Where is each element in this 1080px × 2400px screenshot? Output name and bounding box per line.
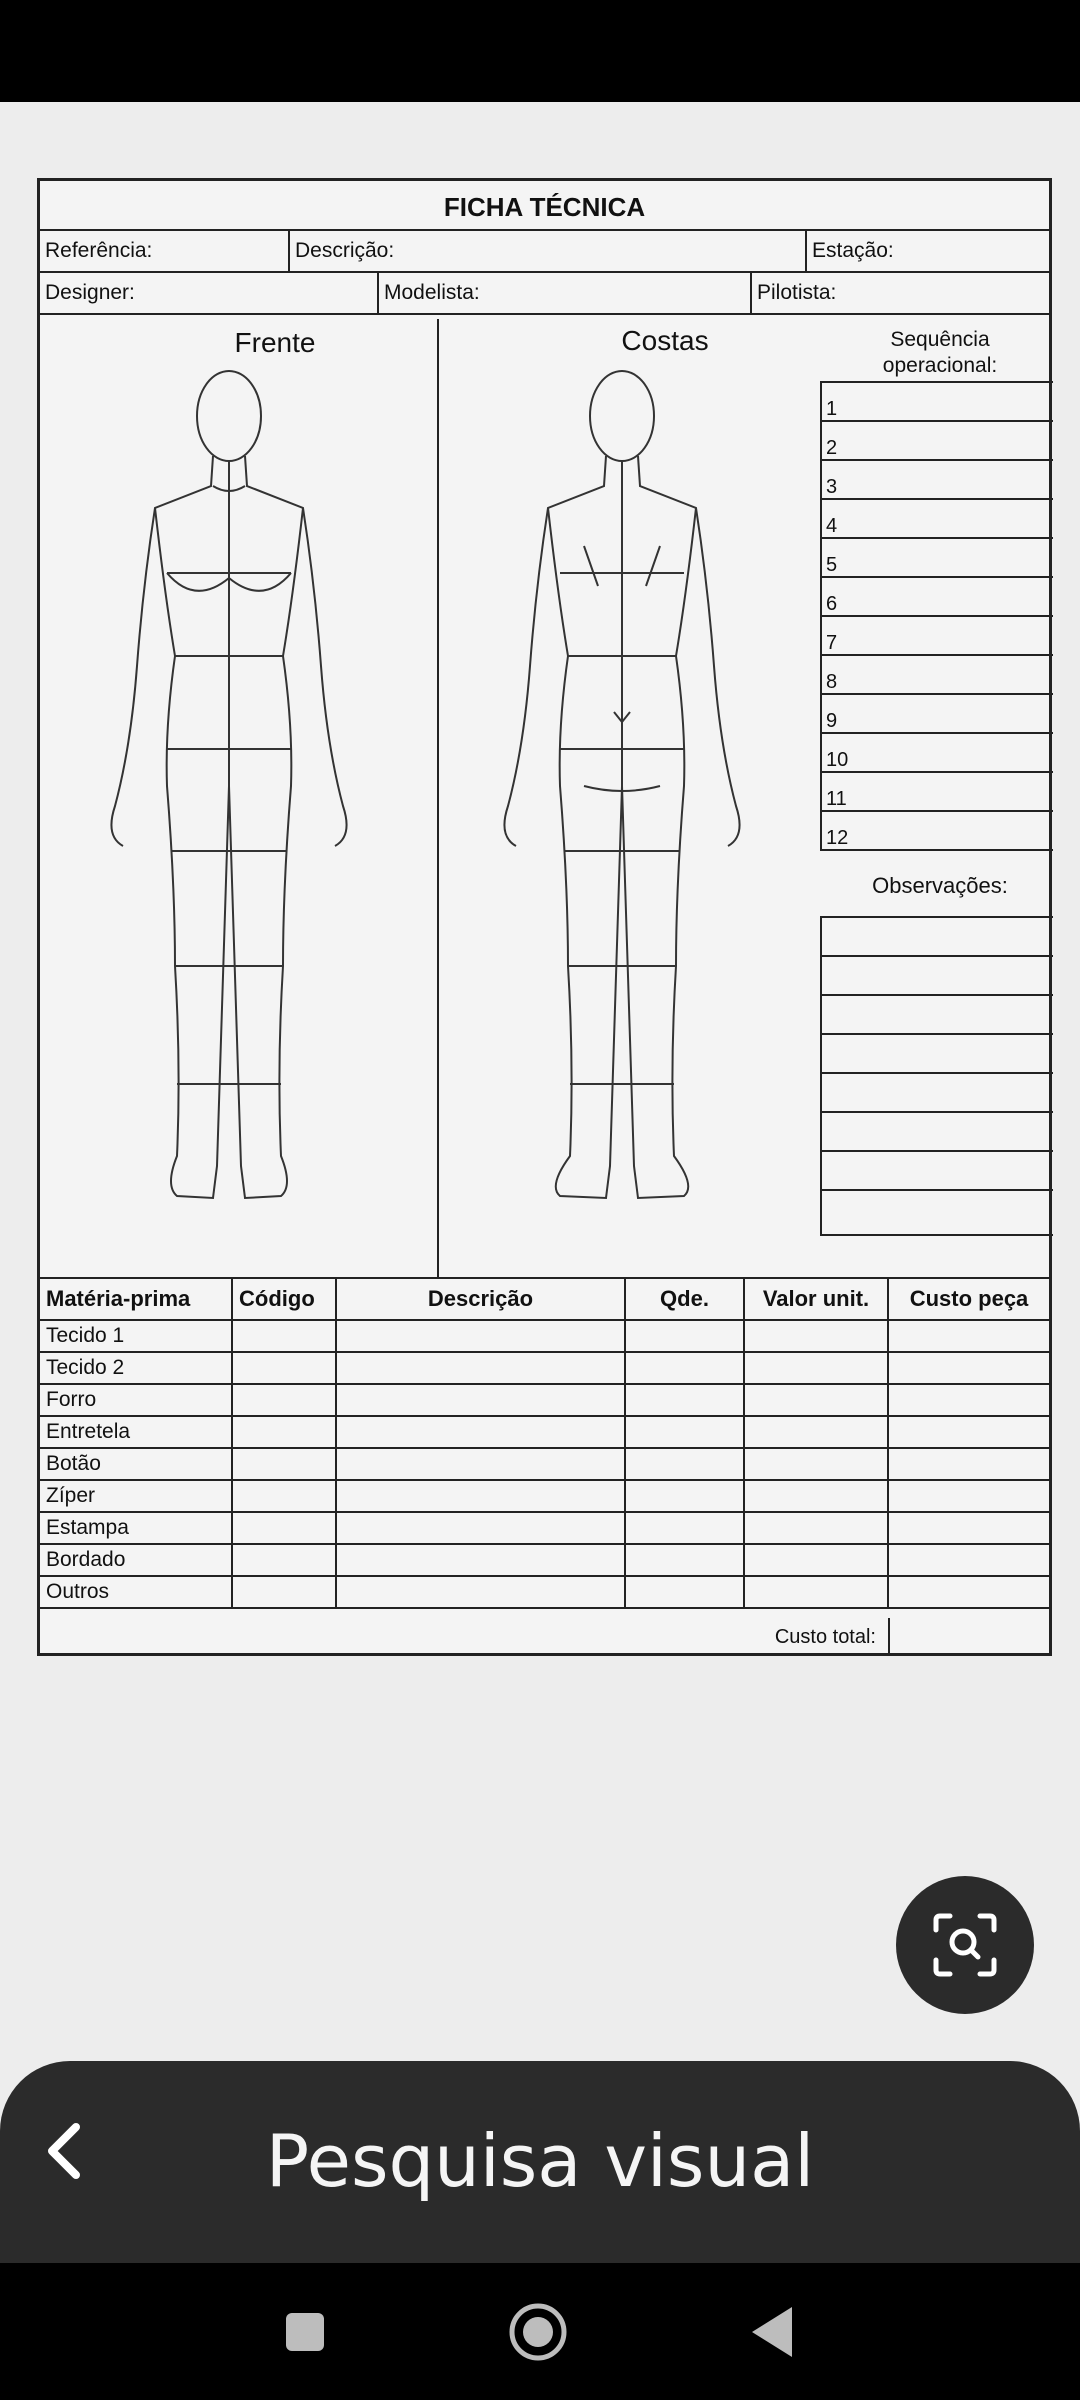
row-label: Tecido 2	[40, 1352, 232, 1384]
sequence-row: 3	[822, 461, 1053, 500]
sequence-row: 7	[822, 617, 1053, 656]
home-circle-icon	[506, 2300, 570, 2364]
row-label: Tecido 1	[40, 1320, 232, 1352]
recents-button[interactable]	[270, 2297, 340, 2367]
observation-line	[822, 1191, 1053, 1230]
estacao-label: Estação:	[805, 229, 1055, 271]
sequence-row: 2	[822, 422, 1053, 461]
column-header: Código	[232, 1278, 336, 1320]
tech-sheet-image	[37, 178, 1052, 1656]
sequence-row: 4	[822, 500, 1053, 539]
back-body-figure	[488, 366, 758, 1236]
materials-table	[40, 1277, 1049, 1609]
sequence-row: 11	[822, 773, 1053, 812]
sequence-row: 6	[822, 578, 1053, 617]
column-header: Matéria-prima	[40, 1278, 232, 1320]
total-label: Custo total:	[774, 1626, 876, 1648]
sheet-title: FICHA TÉCNICA	[40, 181, 1049, 231]
total-divider	[888, 1618, 890, 1654]
observation-line	[822, 918, 1053, 957]
sequence-list	[820, 381, 1053, 851]
table-row	[40, 1544, 1049, 1576]
row-label: Forro	[40, 1384, 232, 1416]
descricao-label: Descrição:	[288, 229, 805, 271]
observation-line	[822, 1074, 1053, 1113]
recents-square-icon	[283, 2310, 327, 2354]
row-label: Bordado	[40, 1544, 232, 1576]
header-row-2	[40, 271, 1049, 315]
sequence-row: 9	[822, 695, 1053, 734]
total-row	[40, 1618, 1049, 1656]
referencia-label: Referência:	[45, 239, 153, 262]
row-label: Zíper	[40, 1480, 232, 1512]
observation-line	[822, 957, 1053, 996]
observation-line	[822, 996, 1053, 1035]
sequence-row: 5	[822, 539, 1053, 578]
pilotista-label: Pilotista:	[750, 271, 1055, 313]
lens-search-icon	[930, 1910, 1000, 1980]
status-bar	[0, 0, 1080, 102]
table-row	[40, 1576, 1049, 1608]
panel-title: Pesquisa visual	[265, 2119, 815, 2203]
table-row	[40, 1416, 1049, 1448]
observations-title: Observações:	[872, 873, 1008, 898]
system-nav-bar	[0, 2263, 1080, 2400]
sequence-title	[820, 327, 1060, 379]
table-row	[40, 1480, 1049, 1512]
lens-search-button[interactable]	[896, 1876, 1034, 2014]
observation-line	[822, 1113, 1053, 1152]
sequence-title-line-1: Sequência	[890, 328, 990, 351]
visual-search-panel	[0, 2061, 1080, 2263]
row-label: Outros	[40, 1576, 232, 1608]
front-body-figure	[95, 366, 365, 1236]
table-row	[40, 1384, 1049, 1416]
back-nav-button[interactable]	[738, 2297, 808, 2367]
sequence-row: 12	[826, 827, 849, 849]
sequence-title-line-2: operacional:	[882, 354, 998, 377]
observation-line	[822, 1152, 1053, 1191]
table-row	[40, 1320, 1049, 1352]
row-label: Botão	[40, 1448, 232, 1480]
column-header: Qde.	[625, 1278, 744, 1320]
sequence-row: 1	[822, 383, 1053, 422]
view-divider	[437, 319, 439, 1279]
column-header: Custo peça	[888, 1278, 1049, 1320]
column-header: Valor unit.	[744, 1278, 888, 1320]
header-row-1	[40, 229, 1049, 273]
observation-line	[822, 1035, 1053, 1074]
sequence-row: 10	[822, 734, 1053, 773]
modelista-label: Modelista:	[377, 271, 750, 313]
observations-box	[820, 916, 1053, 1236]
front-label: Frente	[234, 327, 316, 358]
row-label: Estampa	[40, 1512, 232, 1544]
table-header-row	[40, 1278, 1049, 1320]
home-button[interactable]	[503, 2297, 573, 2367]
back-label: Costas	[621, 325, 709, 356]
designer-label: Designer:	[45, 281, 135, 304]
back-triangle-icon	[748, 2305, 798, 2359]
table-row	[40, 1512, 1049, 1544]
column-header: Descrição	[336, 1278, 625, 1320]
row-label: Entretela	[40, 1416, 232, 1448]
table-row	[40, 1448, 1049, 1480]
sequence-row: 8	[822, 656, 1053, 695]
table-row	[40, 1352, 1049, 1384]
